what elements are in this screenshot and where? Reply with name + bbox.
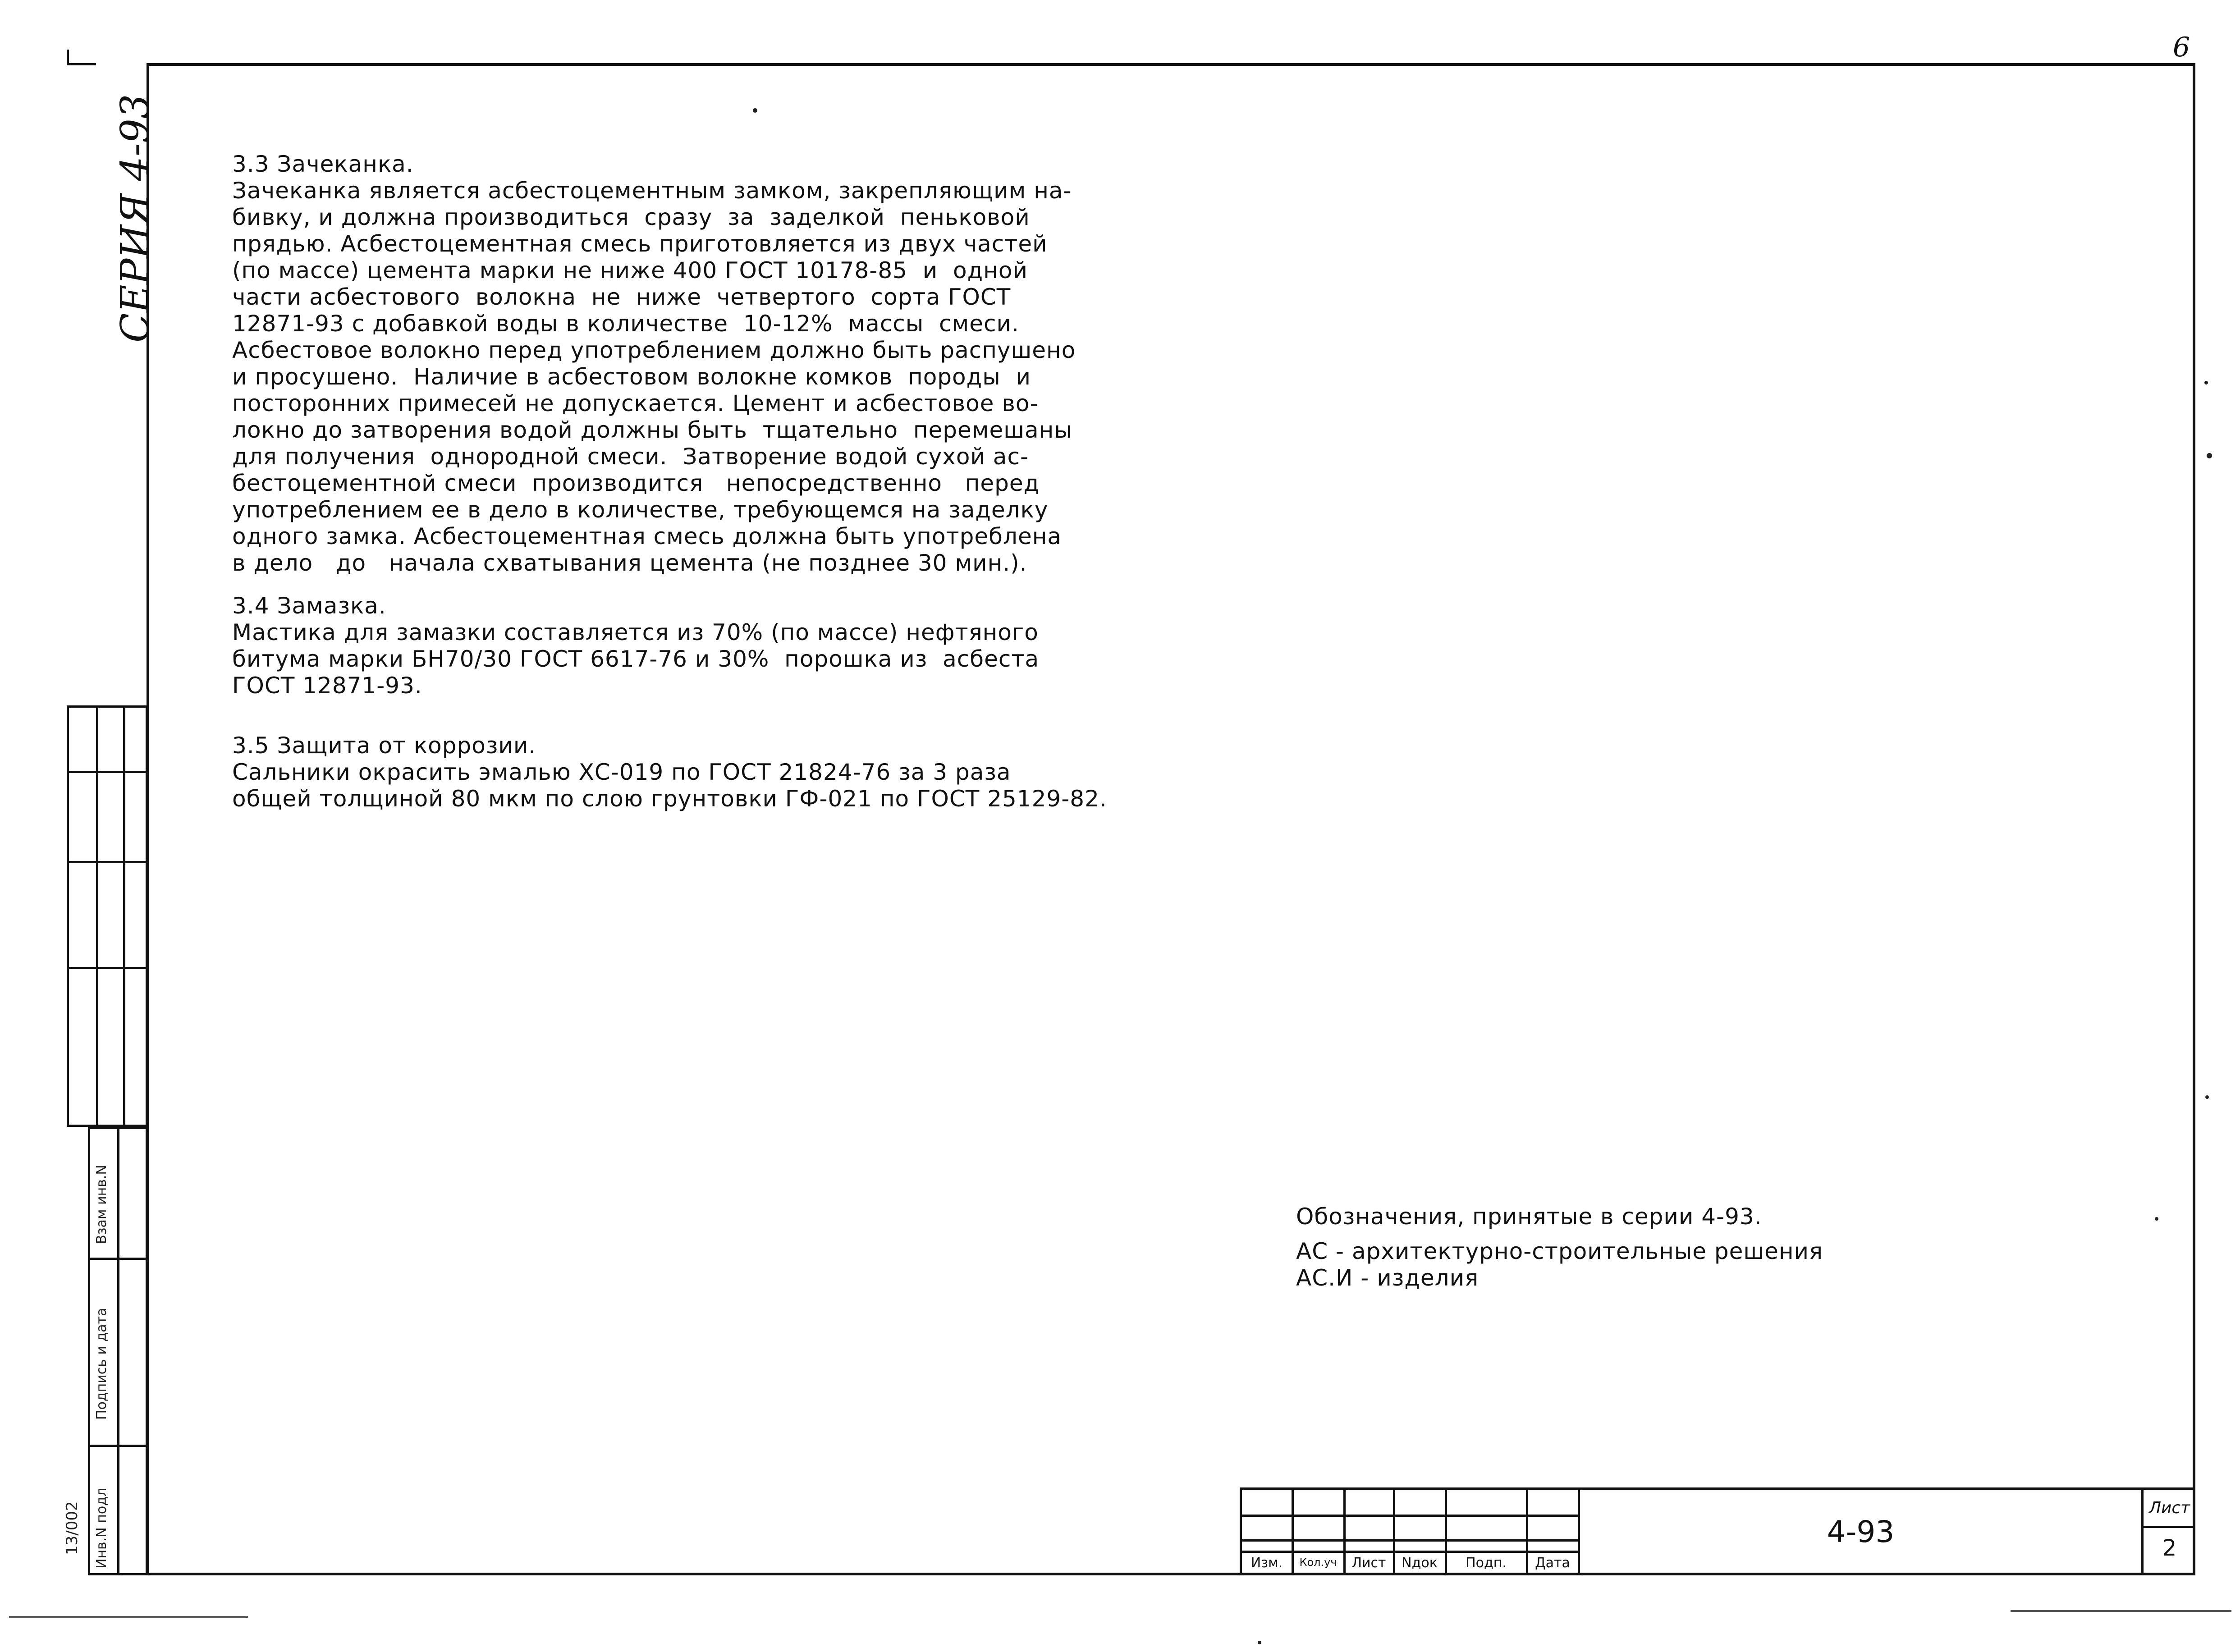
stamp-field-signature-date: Подпись и дата bbox=[94, 1308, 110, 1420]
text-line: для получения однородной смеси. Затворение водой сухой ас- bbox=[232, 444, 1029, 470]
legend bbox=[1296, 1204, 1927, 1291]
text-line: части асбестового волокна не ниже четвертого сорта ГОСТ bbox=[232, 284, 1011, 310]
text-line: одного замка. Асбестоцементная смесь должна быть употреблена bbox=[232, 523, 1062, 549]
column-podp: Подп. bbox=[1466, 1555, 1507, 1571]
document-designation: 4-93 bbox=[1827, 1515, 1895, 1549]
legend-item: АС - архитектурно-строительные решения bbox=[1296, 1238, 1823, 1264]
speck bbox=[1258, 1641, 1261, 1644]
column-list: Лист bbox=[1351, 1555, 1386, 1571]
stamp-field-inv-original: Инв.N подл bbox=[94, 1487, 110, 1569]
text-line: (по массе) цемента марки не ниже 400 ГОСТ 10178-85 и одной bbox=[232, 257, 1028, 284]
legend-title: Обозначения, принятые в серии 4-93. bbox=[1296, 1204, 1762, 1230]
text-line: Асбестовое волокно перед употреблением должно быть распушено bbox=[232, 337, 1076, 363]
text-line: Зачеканка является асбестоцементным замком, закрепляющим на- bbox=[232, 178, 1072, 204]
section-heading: 3.5 Защита от коррозии. bbox=[232, 732, 536, 759]
speck bbox=[753, 108, 757, 113]
sheet-number: 2 bbox=[2162, 1535, 2177, 1561]
speck bbox=[2207, 453, 2212, 458]
section-3-5 bbox=[232, 732, 1111, 812]
text-line: посторонних примесей не допускается. Цемент и асбестовое во- bbox=[232, 390, 1039, 416]
text-line: прядью. Асбестоцементная смесь приготовляется из двух частей bbox=[232, 231, 1048, 257]
corner-mark bbox=[67, 50, 96, 65]
speck bbox=[2205, 1095, 2209, 1099]
scan-line-bottom-right bbox=[2011, 1610, 2231, 1612]
legend-item: АС.И - изделия bbox=[1296, 1265, 1479, 1291]
sheet-mark: 6 bbox=[2173, 32, 2190, 63]
text-line: 12871-93 с добавкой воды в количестве 10-12% массы смеси. bbox=[232, 311, 1019, 337]
section-3-4 bbox=[232, 593, 1111, 699]
text-line: бивку, и должна производиться сразу за заделкой пеньковой bbox=[232, 204, 1030, 230]
section-heading: 3.3 Зачеканка. bbox=[232, 151, 414, 177]
column-ndok: Nдок bbox=[1402, 1555, 1438, 1571]
text-line: употреблением ее в дело в количестве, требующемся на заделку bbox=[232, 497, 1049, 523]
archive-number: 13/002 bbox=[63, 1501, 81, 1555]
stamp-field-replace-inv: Взам инв.N bbox=[94, 1165, 110, 1244]
sheet-label: Лист bbox=[2148, 1499, 2190, 1517]
text-line: бестоцементной смеси производится непосредственно перед bbox=[232, 470, 1040, 496]
text-line: общей толщиной 80 мкм по слою грунтовки ГФ-021 по ГОСТ 25129-82. bbox=[232, 786, 1107, 812]
scan-line-bottom-left bbox=[9, 1616, 248, 1618]
text-line: в дело до начала схватывания цемента (не позднее 30 мин.). bbox=[232, 550, 1027, 576]
text-line: битума марки БН70/30 ГОСТ 6617-76 и 30% порошка из асбеста bbox=[232, 646, 1040, 672]
column-izm: Изм. bbox=[1251, 1555, 1283, 1571]
text-line: локно до затворения водой должны быть тщательно перемешаны bbox=[232, 417, 1072, 443]
text-line: и просушено. Наличие в асбестовом волокне комков породы и bbox=[232, 364, 1031, 390]
series-label: СЕРИЯ 4-93 bbox=[113, 94, 158, 343]
text-line: Мастика для замазки составляется из 70% (по массе) нефтяного bbox=[232, 619, 1039, 645]
section-3-3 bbox=[232, 151, 1111, 577]
speck bbox=[2155, 1217, 2158, 1221]
section-heading: 3.4 Замазка. bbox=[232, 593, 386, 619]
side-stamp-upper bbox=[67, 705, 148, 1127]
text-line: ГОСТ 12871-93. bbox=[232, 673, 422, 699]
title-block bbox=[1240, 1487, 2195, 1575]
column-data: Дата bbox=[1535, 1555, 1570, 1571]
column-kol-uch: Кол.уч bbox=[1299, 1556, 1337, 1569]
speck bbox=[2204, 381, 2208, 384]
text-line: Сальники окрасить эмалью ХС-019 по ГОСТ 21824-76 за 3 раза bbox=[232, 759, 1011, 785]
